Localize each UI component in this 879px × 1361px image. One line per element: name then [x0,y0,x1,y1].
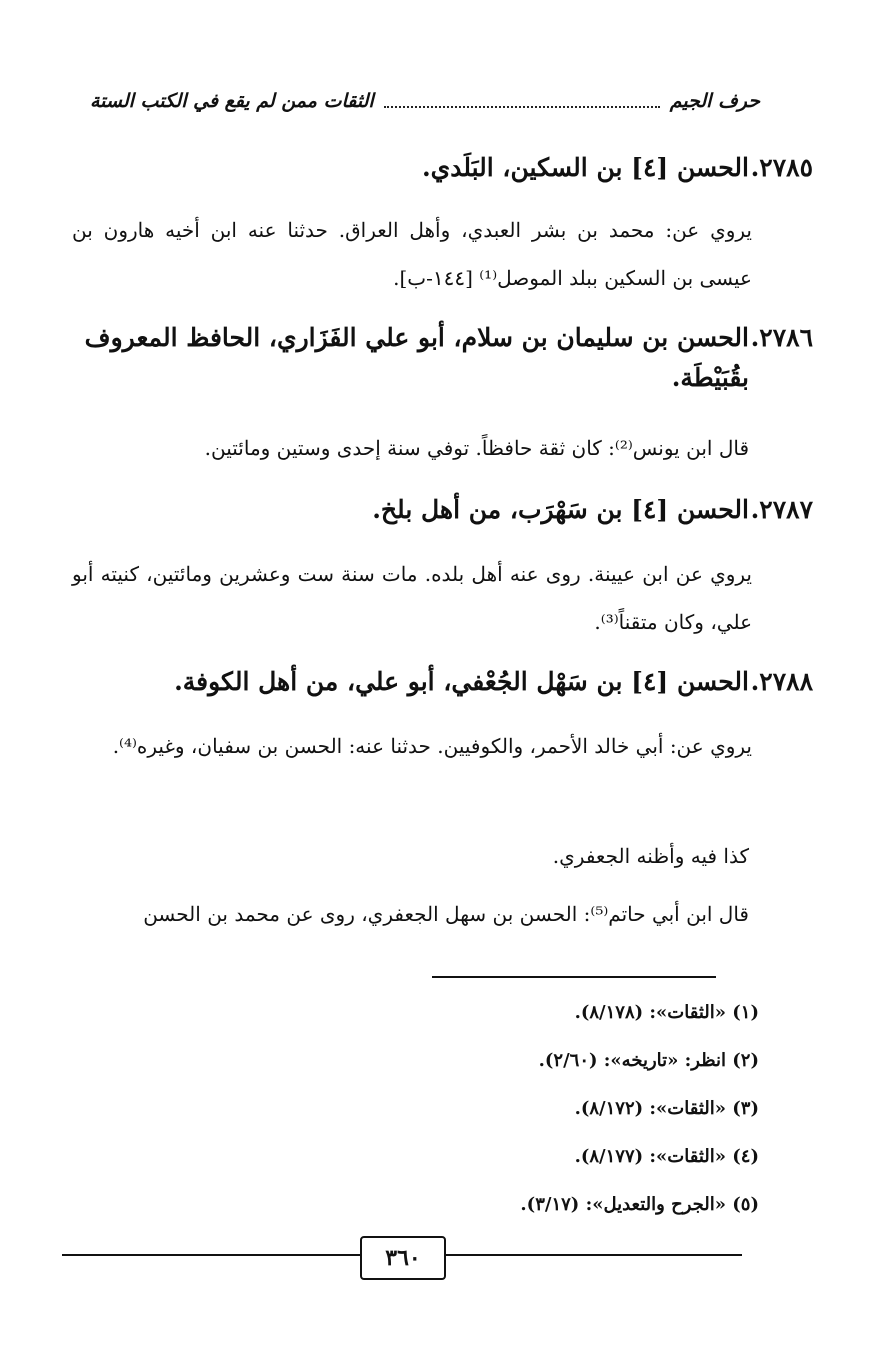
bottom-rule-left [62,1254,362,1256]
entry-title: الحسن [٤] بن سَهْل الجُعْفي، أبو علي، من أهل الكوفة. [174,667,749,696]
footnote-separator [432,976,716,978]
entry-paragraph: قال ابن أبي حاتم⁽⁵⁾: الحسن بن سهل الجعفري، روى عن محمد بن الحسن [143,902,749,926]
entry-number: ٢٧٨٥. [750,153,813,182]
entry-paragraph: يروي عن: أبي خالد الأحمر، والكوفيين. حدثنا عنه: الحسن بن سفيان، وغيره⁽⁴⁾. [112,734,752,758]
entry-title: الحسن بن سليمان بن سلام، أبو علي الفَزَاري، الحافظ المعروف [84,323,749,352]
bottom-rule-right [442,1254,742,1256]
page-number: ٣٦٠ [360,1236,446,1280]
entry-paragraph: كذا فيه وأظنه الجعفري. [552,844,749,868]
footnote: (٥) «الجرح والتعديل»: (٣/١٧). [520,1194,759,1215]
entry-paragraph: يروي عن ابن عيينة. روى عنه أهل بلده. مات سنة ست وعشرين ومائتين، كنيته أبو علي، وكان متقناً⁽³⁾. [72,562,752,634]
header-book-title: الثقات ممن لم يقع في الكتب الستة [90,90,374,112]
entry-title: الحسن [٤] بن السكين، البَلَدي. [421,153,749,182]
footnote: (٣) «الثقات»: (٨/١٧٢). [574,1098,759,1119]
entry-number: ٢٧٨٨. [750,667,813,696]
running-header [90,84,760,118]
entry-number: ٢٧٨٧. [750,495,813,524]
entry-title: الحسن [٤] بن سَهْرَب، من أهل بلخ. [372,495,749,524]
header-dots [384,106,660,108]
footnote: (٢) انظر: «تاريخه»: (٢/٦٠). [538,1050,759,1071]
footnote: (٤) «الثقات»: (٨/١٧٧). [574,1146,759,1167]
entry-number: ٢٧٨٦. [750,323,813,352]
header-section: حرف الجيم [669,90,760,112]
entry-paragraph: يروي عن: محمد بن بشر العبدي، وأهل العراق. حدثنا عنه ابن أخيه هارون بن عيسى بن السكين ببلد الموصل⁽¹⁾ [١٤٤-ب]. [72,218,752,290]
entry-title-continued: بقُبَيْطَة. [671,363,749,392]
entry-paragraph: قال ابن يونس⁽²⁾: كان ثقة حافظاً. توفي سنة إحدى وستين ومائتين. [204,436,749,460]
footnote: (١) «الثقات»: (٨/١٧٨). [574,1002,759,1023]
